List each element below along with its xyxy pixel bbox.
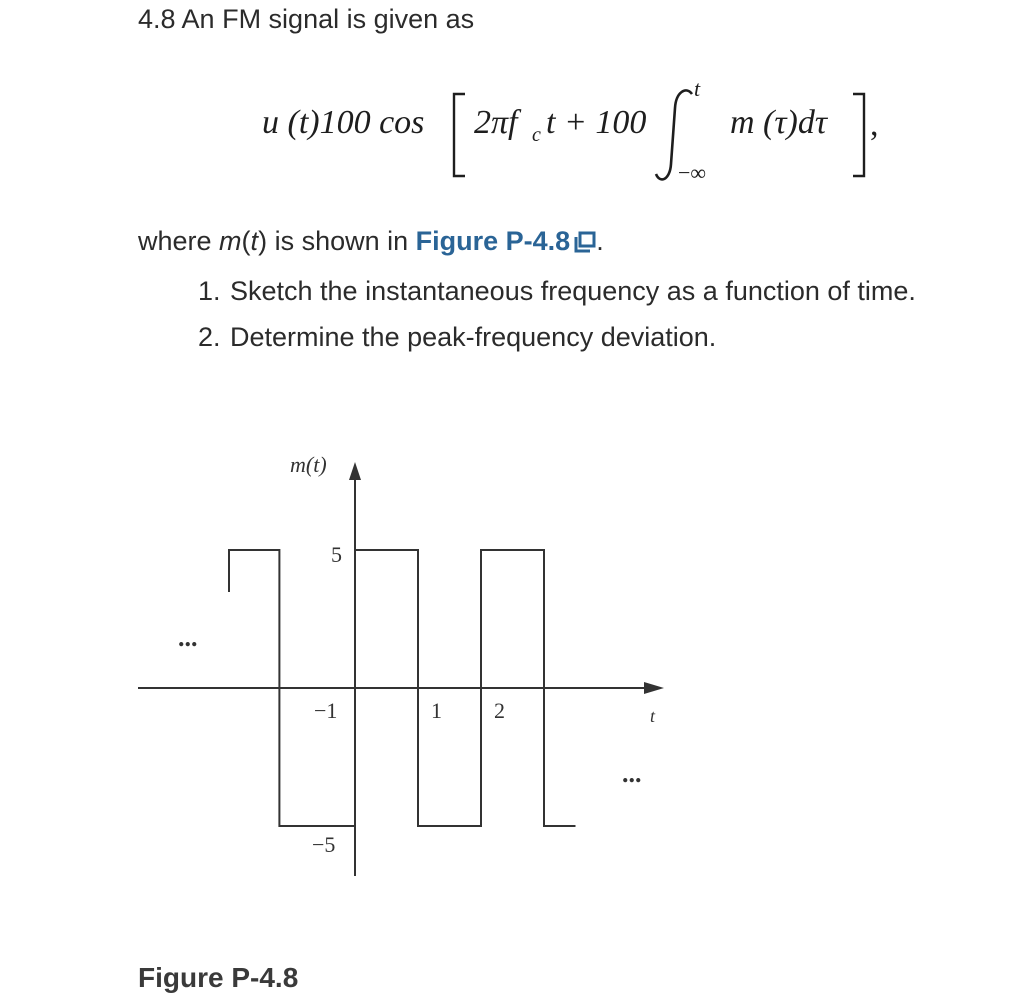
- list-item-text: Determine the peak-frequency deviation.: [230, 322, 717, 352]
- integral-lower-limit: −∞: [678, 160, 707, 185]
- ellipsis-left: ...: [178, 623, 198, 652]
- equation-inner: 2πf: [474, 104, 518, 141]
- tick-label-2: 2: [494, 698, 505, 723]
- equation-subscript-c: c: [532, 124, 541, 146]
- figure-caption: Figure P-4.8: [138, 962, 299, 993]
- list-item-text: Sketch the instantaneous frequency as a function of time.: [230, 276, 916, 306]
- where-middle: is shown in: [267, 226, 416, 256]
- figure-link[interactable]: Figure P-4.8: [415, 226, 571, 256]
- tick-label-5: 5: [331, 542, 342, 567]
- where-prefix: where: [138, 226, 220, 256]
- y-axis-arrow-icon: [349, 462, 361, 480]
- tick-label-neg1: −1: [314, 698, 338, 723]
- tick-label-1: 1: [431, 698, 442, 723]
- where-paren-close: ): [258, 226, 268, 256]
- where-end: .: [596, 226, 604, 256]
- problem-heading: 4.8 An FM signal is given as: [138, 4, 475, 34]
- y-axis-label: m(t): [290, 452, 327, 477]
- equation-t-plus: t + 100: [546, 104, 647, 141]
- tick-label-neg5: −5: [312, 832, 336, 857]
- list-item-number: 2.: [198, 322, 221, 352]
- x-axis-arrow-icon: [644, 682, 664, 694]
- where-var: t: [250, 226, 259, 256]
- where-paren-open: (: [241, 226, 251, 256]
- equation-comma: ,: [870, 106, 879, 143]
- equation-integrand: m (τ)dτ: [730, 104, 828, 141]
- equation-lhs: u (t)100 cos: [262, 104, 425, 141]
- ellipsis-right: ...: [622, 759, 642, 788]
- x-axis-label: t: [650, 706, 656, 726]
- list-item-number: 1.: [198, 276, 221, 306]
- integral-upper-limit: t: [694, 76, 701, 101]
- where-func: m: [219, 226, 242, 256]
